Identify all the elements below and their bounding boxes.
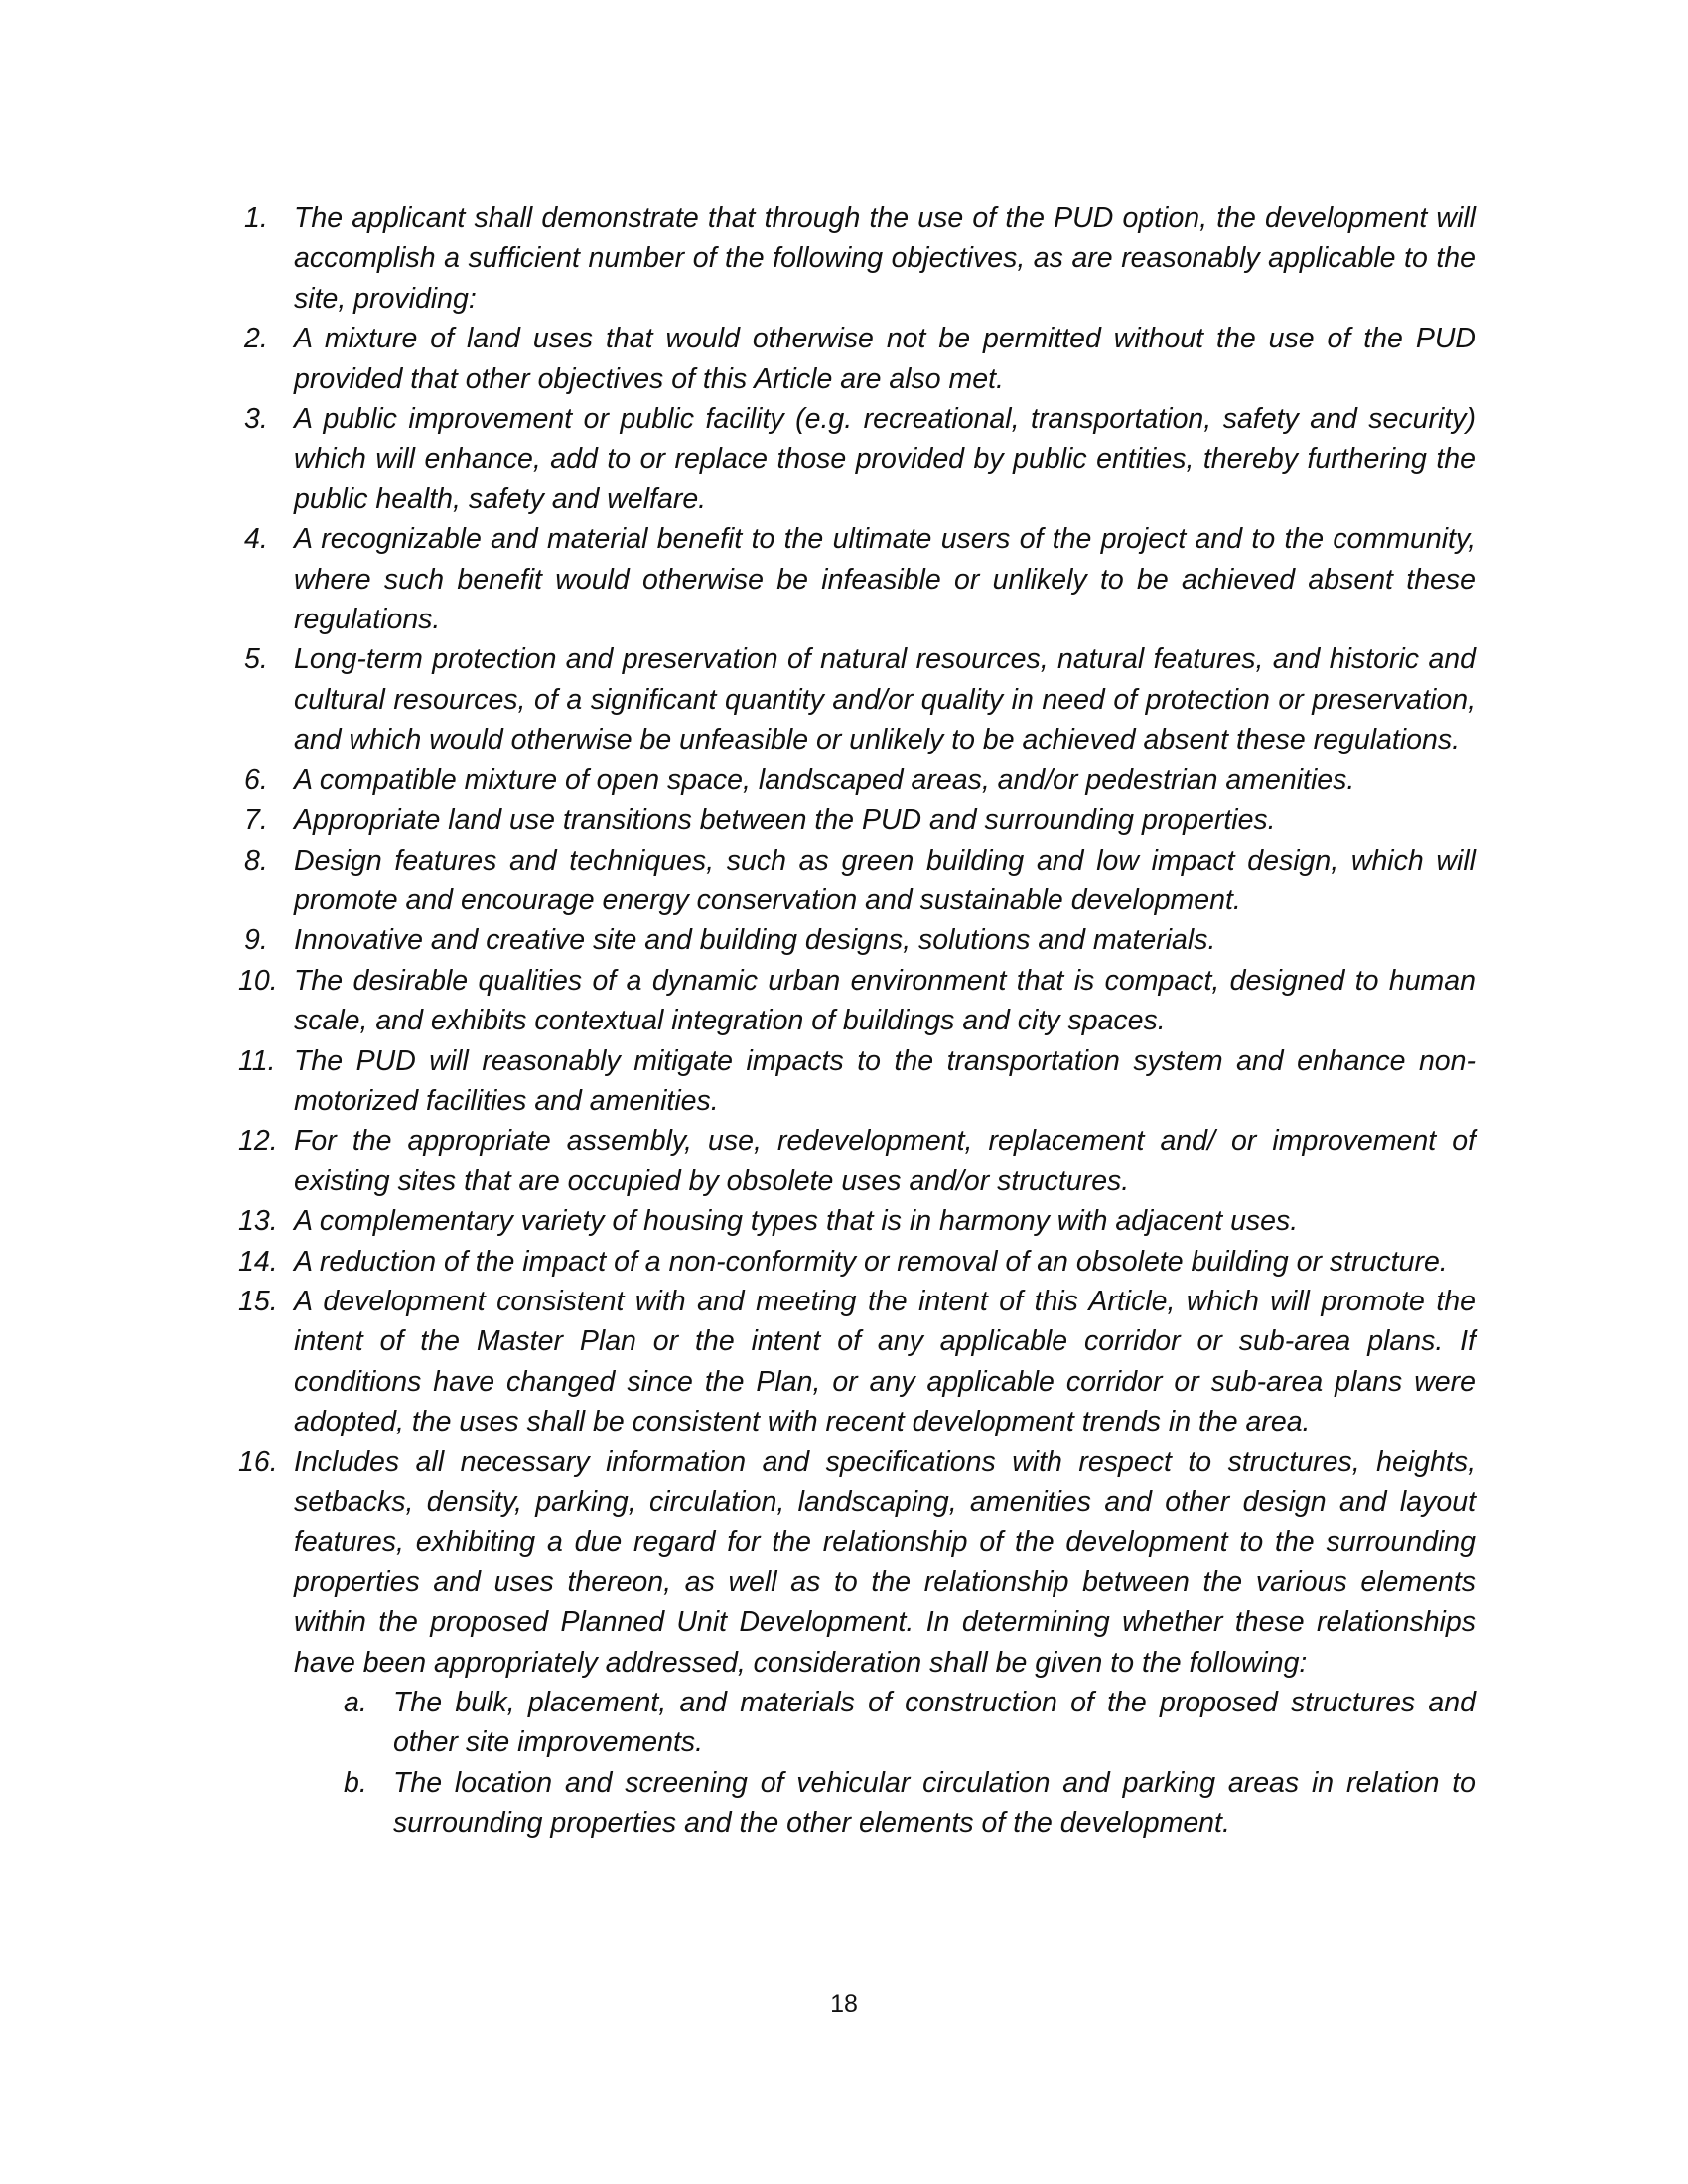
item-number: 1.: [244, 203, 268, 234]
list-item: [244, 399, 1476, 519]
item-number: 6.: [244, 763, 268, 796]
list-item: [244, 319, 1476, 399]
item-number: 13.: [238, 1205, 278, 1238]
item-text: A public improvement or public facility (e.g. recreational, transportation, safety and security) which will enhance, add to or replace those provided by public entities, thereby furthering the public health, safety and welfare.: [294, 403, 1476, 515]
item-number: 7.: [244, 804, 268, 837]
item-text: A reduction of the impact of a non-conformity or removal of an obsolete building or structure.: [294, 1245, 1448, 1278]
list-item: [244, 760, 1476, 800]
list-item: [238, 1041, 1476, 1122]
subitem-text: The location and screening of vehicular circulation and parking areas in relation to surrounding properties and the other elements of the development.: [393, 1766, 1476, 1840]
item-text: Design features and techniques, such as green building and low impact design, which will promote and encourage energy conservation and sustainable development.: [294, 844, 1476, 916]
list-item: [238, 1282, 1476, 1442]
subitem-letter: a.: [344, 1687, 367, 1719]
objectives-list: [238, 199, 1476, 1843]
sublist-item: [294, 1683, 1476, 1763]
item-text: A recognizable and material benefit to the ultimate users of the project and to the community, where such benefit would otherwise be infeasible or unlikely to be achieved absent these regulations.: [294, 523, 1476, 636]
list-item: [244, 199, 1476, 319]
item-text: A development consistent with and meeting the intent of this Article, which will promote the intent of the Master Plan or the intent of any applicable corridor or sub-area plans. If conditions have changed since the Plan, or any applicable corridor or sub-area plans were adopted, the uses shall be consistent with recent development trends in the area.: [294, 1285, 1476, 1438]
subitem-text: The bulk, placement, and materials of construction of the proposed structures and other site improvements.: [393, 1687, 1476, 1759]
list-item: [244, 920, 1476, 960]
list-item: [238, 1442, 1476, 1843]
item-number: 4.: [244, 523, 268, 556]
item-number: 12.: [238, 1125, 278, 1158]
sublist-item: [294, 1763, 1476, 1843]
considerations-sublist: [294, 1683, 1476, 1843]
item-number: 8.: [244, 844, 268, 877]
list-item: [244, 639, 1476, 759]
item-number: 3.: [244, 403, 268, 436]
item-text: Innovative and creative site and building designs, solutions and materials.: [294, 924, 1216, 957]
item-text: The applicant shall demonstrate that through the use of the PUD option, the development will accomplish a sufficient number of the following objectives, as are reasonably applicable to the site, providing:: [294, 203, 1476, 315]
page-number: 18: [830, 1990, 858, 2018]
item-text: The desirable qualities of a dynamic urban environment that is compact, designed to human scale, and exhibits contextual integration of buildings and city spaces.: [294, 964, 1476, 1037]
item-text: Includes all necessary information and specifications with respect to structures, heights, setbacks, density, parking, circulation, landscaping, amenities and other design and layout features, exhibiting a due regard for the relationship of the development to the surrounding properties and uses thereon, as well as to the relationship between the various elements within the proposed Planned Unit Development. In determining whether these relationships have been appropriately addressed, consideration shall be given to the following:: [294, 1445, 1476, 1679]
item-number: 16.: [238, 1445, 278, 1478]
subitem-letter: b.: [344, 1766, 367, 1799]
item-number: 15.: [238, 1285, 278, 1317]
item-text: The PUD will reasonably mitigate impacts to the transportation system and enhance non-motorized facilities and amenities.: [294, 1044, 1476, 1117]
item-number: 2.: [244, 323, 268, 355]
list-item: [238, 1121, 1476, 1201]
item-number: 14.: [238, 1245, 278, 1278]
item-text: Long-term protection and preservation of natural resources, natural features, and historic and cultural resources, of a significant quantity and/or quality in need of protection or preservation, and which would otherwise be unfeasible or unlikely to be achieved absent these regulations.: [294, 643, 1476, 756]
item-text: A complementary variety of housing types that is in harmony with adjacent uses.: [294, 1205, 1299, 1238]
list-item: [238, 961, 1476, 1041]
item-text: A compatible mixture of open space, landscaped areas, and/or pedestrian amenities.: [294, 763, 1355, 796]
list-item: [238, 1242, 1476, 1282]
list-item: [244, 800, 1476, 840]
item-number: 10.: [238, 964, 278, 997]
list-item: [244, 519, 1476, 639]
list-item: [238, 1201, 1476, 1241]
item-number: 5.: [244, 643, 268, 676]
item-text: For the appropriate assembly, use, redevelopment, replacement and/ or improvement of existing sites that are occupied by obsolete uses and/or structures.: [294, 1125, 1476, 1197]
item-number: 9.: [244, 924, 268, 957]
list-item: [244, 841, 1476, 921]
item-number: 11.: [238, 1044, 276, 1077]
item-text: A mixture of land uses that would otherwise not be permitted without the use of the PUD provided that other objectives of this Article are also met.: [294, 323, 1476, 395]
item-text: Appropriate land use transitions between the PUD and surrounding properties.: [294, 804, 1276, 837]
